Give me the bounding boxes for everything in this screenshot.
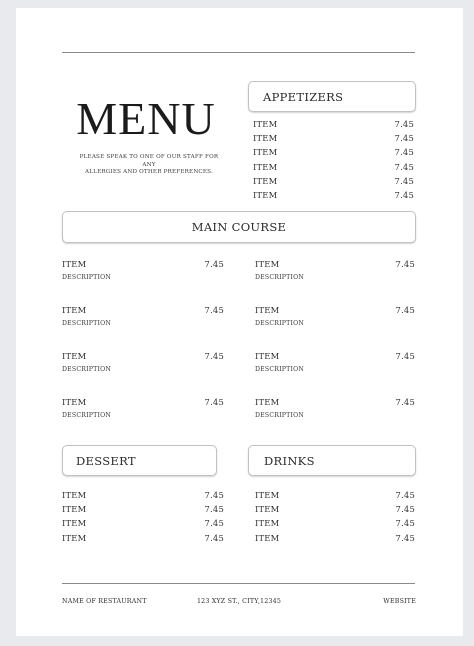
item-price: 7.45 xyxy=(204,305,224,315)
item-description: DESCRIPTION xyxy=(62,274,111,281)
item-name: ITEM xyxy=(253,190,278,200)
item-name: ITEM xyxy=(255,504,280,515)
item-price: 7.45 xyxy=(394,161,414,172)
menu-item-row xyxy=(253,177,414,185)
menu-item-row xyxy=(62,491,224,499)
menu-item-row xyxy=(253,148,414,156)
menu-item-row xyxy=(62,505,224,513)
item-name: ITEM xyxy=(62,490,87,500)
item-description: DESCRIPTION xyxy=(62,320,111,327)
allergy-note-line2: ALLERGIES AND OTHER PREFERENCES. xyxy=(85,169,213,176)
item-name: ITEM xyxy=(62,518,87,529)
item-name: ITEM xyxy=(255,518,280,529)
item-name: ITEM xyxy=(62,504,87,515)
item-price: 7.45 xyxy=(204,504,224,515)
drinks-heading-box xyxy=(248,445,416,476)
item-price: 7.45 xyxy=(395,351,415,361)
item-description: DESCRIPTION xyxy=(255,320,304,327)
item-name: ITEM xyxy=(62,351,87,361)
main-course-heading-box xyxy=(62,211,416,243)
item-name: ITEM xyxy=(255,532,280,543)
item-name: ITEM xyxy=(62,305,87,315)
dessert-heading: DESSERT xyxy=(76,453,136,468)
allergy-note xyxy=(74,154,224,177)
item-price: 7.45 xyxy=(394,133,414,144)
bottom-rule xyxy=(62,583,415,584)
item-name: ITEM xyxy=(62,259,87,269)
menu-item-row xyxy=(255,534,415,542)
menu-item-row xyxy=(255,505,415,513)
item-description: DESCRIPTION xyxy=(255,274,304,281)
menu-item-row xyxy=(255,306,415,314)
item-price: 7.45 xyxy=(395,532,415,543)
menu-item-row xyxy=(253,191,414,199)
appetizers-heading: APPETIZERS xyxy=(263,89,344,104)
item-price: 7.45 xyxy=(394,175,414,186)
menu-item-row xyxy=(255,491,415,499)
item-name: ITEM xyxy=(255,351,280,361)
menu-item-row xyxy=(62,534,224,542)
item-name: ITEM xyxy=(253,119,278,129)
item-name: ITEM xyxy=(255,397,280,407)
item-price: 7.45 xyxy=(395,490,415,500)
menu-item-row xyxy=(62,352,224,360)
menu-item-row xyxy=(255,260,415,268)
item-name: ITEM xyxy=(62,397,87,407)
item-description: DESCRIPTION xyxy=(62,412,111,419)
top-rule xyxy=(62,52,415,53)
item-description: DESCRIPTION xyxy=(255,366,304,373)
item-price: 7.45 xyxy=(394,147,414,158)
main-course-heading: MAIN COURSE xyxy=(191,220,287,234)
menu-title: MENU xyxy=(76,93,216,144)
menu-item-row xyxy=(253,134,414,142)
item-price: 7.45 xyxy=(204,351,224,361)
menu-item-row xyxy=(253,120,414,128)
drinks-heading: DRINKS xyxy=(264,453,315,468)
menu-page xyxy=(16,8,463,636)
item-name: ITEM xyxy=(253,161,278,172)
menu-item-row xyxy=(255,398,415,406)
item-name: ITEM xyxy=(253,175,278,186)
restaurant-address: 123 XYZ ST., CITY,12345 xyxy=(196,598,282,605)
item-name: ITEM xyxy=(255,259,280,269)
item-price: 7.45 xyxy=(395,305,415,315)
website-link[interactable]: WEBSITE xyxy=(383,598,416,605)
menu-item-row xyxy=(62,398,224,406)
item-price: 7.45 xyxy=(394,190,414,200)
menu-item-row xyxy=(255,352,415,360)
item-name: ITEM xyxy=(255,305,280,315)
item-price: 7.45 xyxy=(204,259,224,269)
item-price: 7.45 xyxy=(394,119,414,129)
item-price: 7.45 xyxy=(395,397,415,407)
item-price: 7.45 xyxy=(395,518,415,529)
menu-item-row xyxy=(62,306,224,314)
menu-item-row xyxy=(255,519,415,527)
item-name: ITEM xyxy=(62,532,87,543)
item-name: ITEM xyxy=(253,147,278,158)
menu-item-row xyxy=(62,519,224,527)
item-description: DESCRIPTION xyxy=(62,366,111,373)
item-name: ITEM xyxy=(253,133,278,144)
dessert-heading-box xyxy=(62,445,217,476)
appetizers-heading-box xyxy=(248,81,416,112)
item-name: ITEM xyxy=(255,490,280,500)
menu-item-row xyxy=(253,163,414,171)
item-price: 7.45 xyxy=(204,490,224,500)
item-price: 7.45 xyxy=(395,259,415,269)
allergy-note-line1: PLEASE SPEAK TO ONE OF OUR STAFF FOR ANY xyxy=(79,154,219,168)
item-price: 7.45 xyxy=(204,518,224,529)
item-price: 7.45 xyxy=(204,397,224,407)
item-price: 7.45 xyxy=(395,504,415,515)
item-description: DESCRIPTION xyxy=(255,412,304,419)
item-price: 7.45 xyxy=(204,532,224,543)
restaurant-name: NAME OF RESTAURANT xyxy=(62,598,147,605)
menu-item-row xyxy=(62,260,224,268)
